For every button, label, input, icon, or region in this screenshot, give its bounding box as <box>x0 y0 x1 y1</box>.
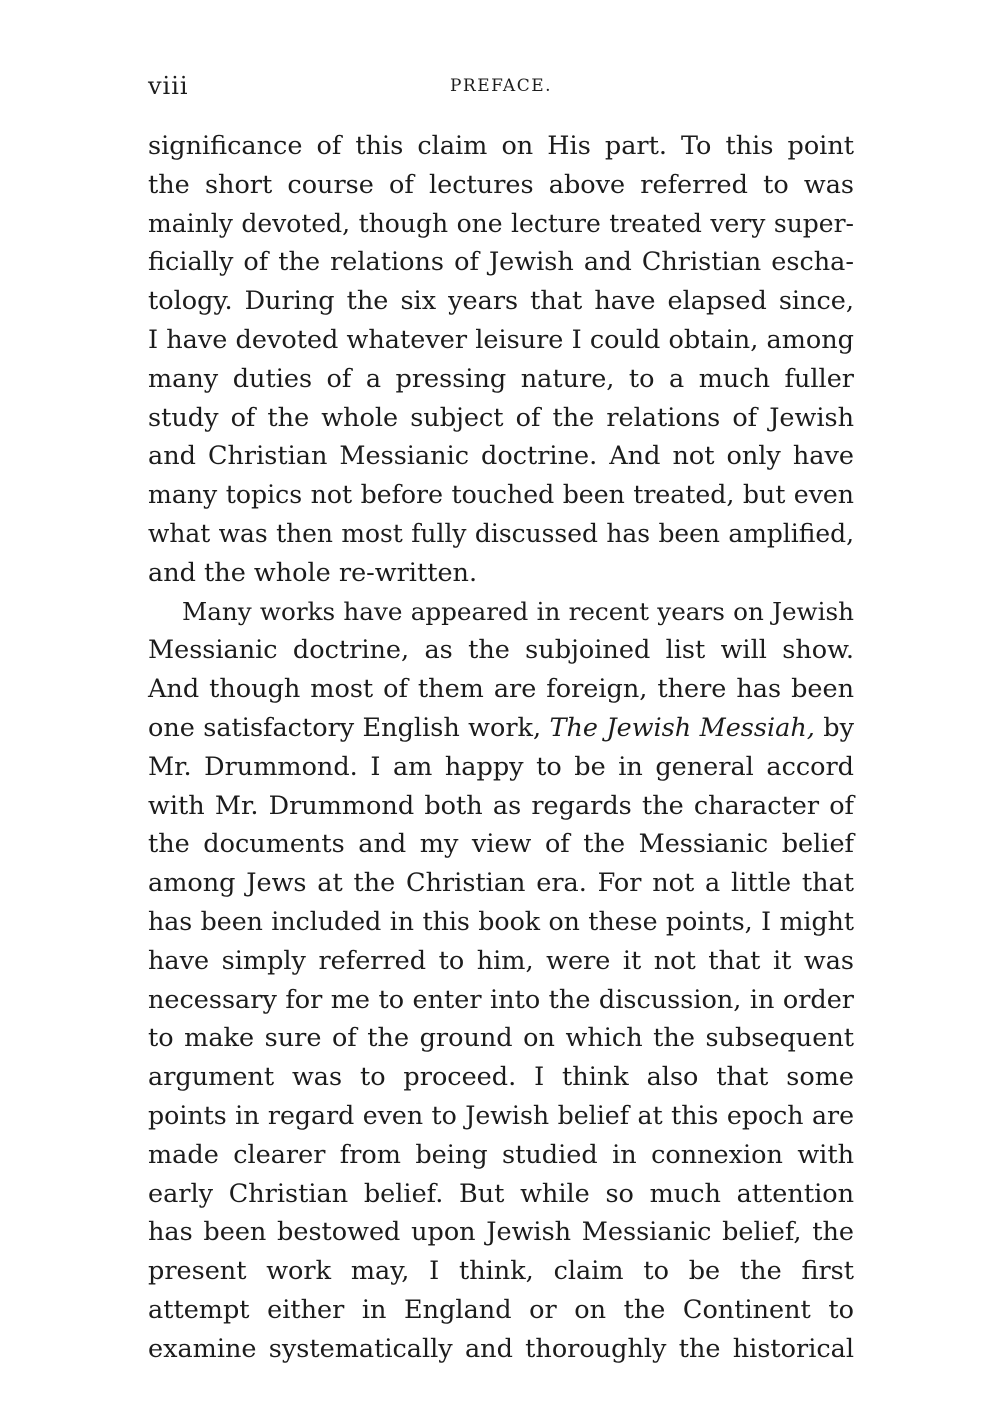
book-title-italic: The Jewish Messiah, <box>549 712 815 743</box>
text-line: tology. During the six years that have elapsed since, <box>148 286 854 317</box>
text-line: to make sure of the ground on which the subsequent <box>148 1023 854 1054</box>
text-line: attempt either in England or on the Continent to <box>148 1294 854 1325</box>
text-line: and Christian Messianic doctrine. And not only have <box>148 441 854 472</box>
text-line: has been bestowed upon Jewish Messianic belief, the <box>148 1217 854 1248</box>
text-line: among Jews at the Christian era. For not a little that <box>148 868 854 899</box>
text-line: mainly devoted, though one lecture treated very super- <box>148 208 854 238</box>
text-line: necessary for me to enter into the discussion, in order <box>148 984 854 1015</box>
text-fragment: one satisfactory English work, <box>148 712 550 743</box>
text-line: with Mr. Drummond both as regards the character of <box>148 790 854 821</box>
text-line: Mr. Drummond. I am happy to be in general accord <box>148 751 854 782</box>
text-line: many duties of a pressing nature, to a much fuller <box>148 363 854 394</box>
text-line: examine systematically and thoroughly the historical <box>148 1333 854 1364</box>
body-text <box>148 127 854 1369</box>
text-line: the documents and my view of the Messianic belief <box>148 829 854 860</box>
paragraph-end-line: and the whole re-written. <box>148 557 478 588</box>
text-line: many topics not before touched been treated, but even <box>148 480 854 510</box>
text-line: has been included in this book on these points, I might <box>148 906 854 936</box>
text-line: ficially of the relations of Jewish and Christian escha- <box>148 247 854 278</box>
paragraph-start-line: Many works have appeared in recent years on Jewish <box>182 596 854 626</box>
text-line: made clearer from being studied in connexion with <box>148 1139 854 1170</box>
text-line: have simply referred to him, were it not that it was <box>148 945 854 976</box>
page-number: viii <box>148 72 189 100</box>
text-line: points in regard even to Jewish belief at this epoch are <box>148 1100 854 1130</box>
text-fragment: by <box>814 712 854 743</box>
text-line: study of the whole subject of the relations of Jewish <box>148 402 854 433</box>
text-line: argument was to proceed. I think also that some <box>148 1062 854 1093</box>
text-line: significance of this claim on His part. To this point <box>148 131 854 161</box>
running-head <box>148 72 854 104</box>
text-line: the short course of lectures above referred to was <box>148 169 854 200</box>
text-line: Messianic doctrine, as the subjoined list will show. <box>148 635 854 666</box>
text-line: early Christian belief. But while so much attention <box>148 1178 854 1209</box>
text-line: what was then most fully discussed has been amplified, <box>148 518 854 548</box>
running-head-title: PREFACE. <box>449 76 553 96</box>
text-line: present work may, I think, claim to be the first <box>148 1256 854 1287</box>
text-line: I have devoted whatever leisure I could obtain, among <box>148 324 854 355</box>
text-line-with-title <box>148 709 854 748</box>
text-line: And though most of them are foreign, there has been <box>148 674 854 705</box>
